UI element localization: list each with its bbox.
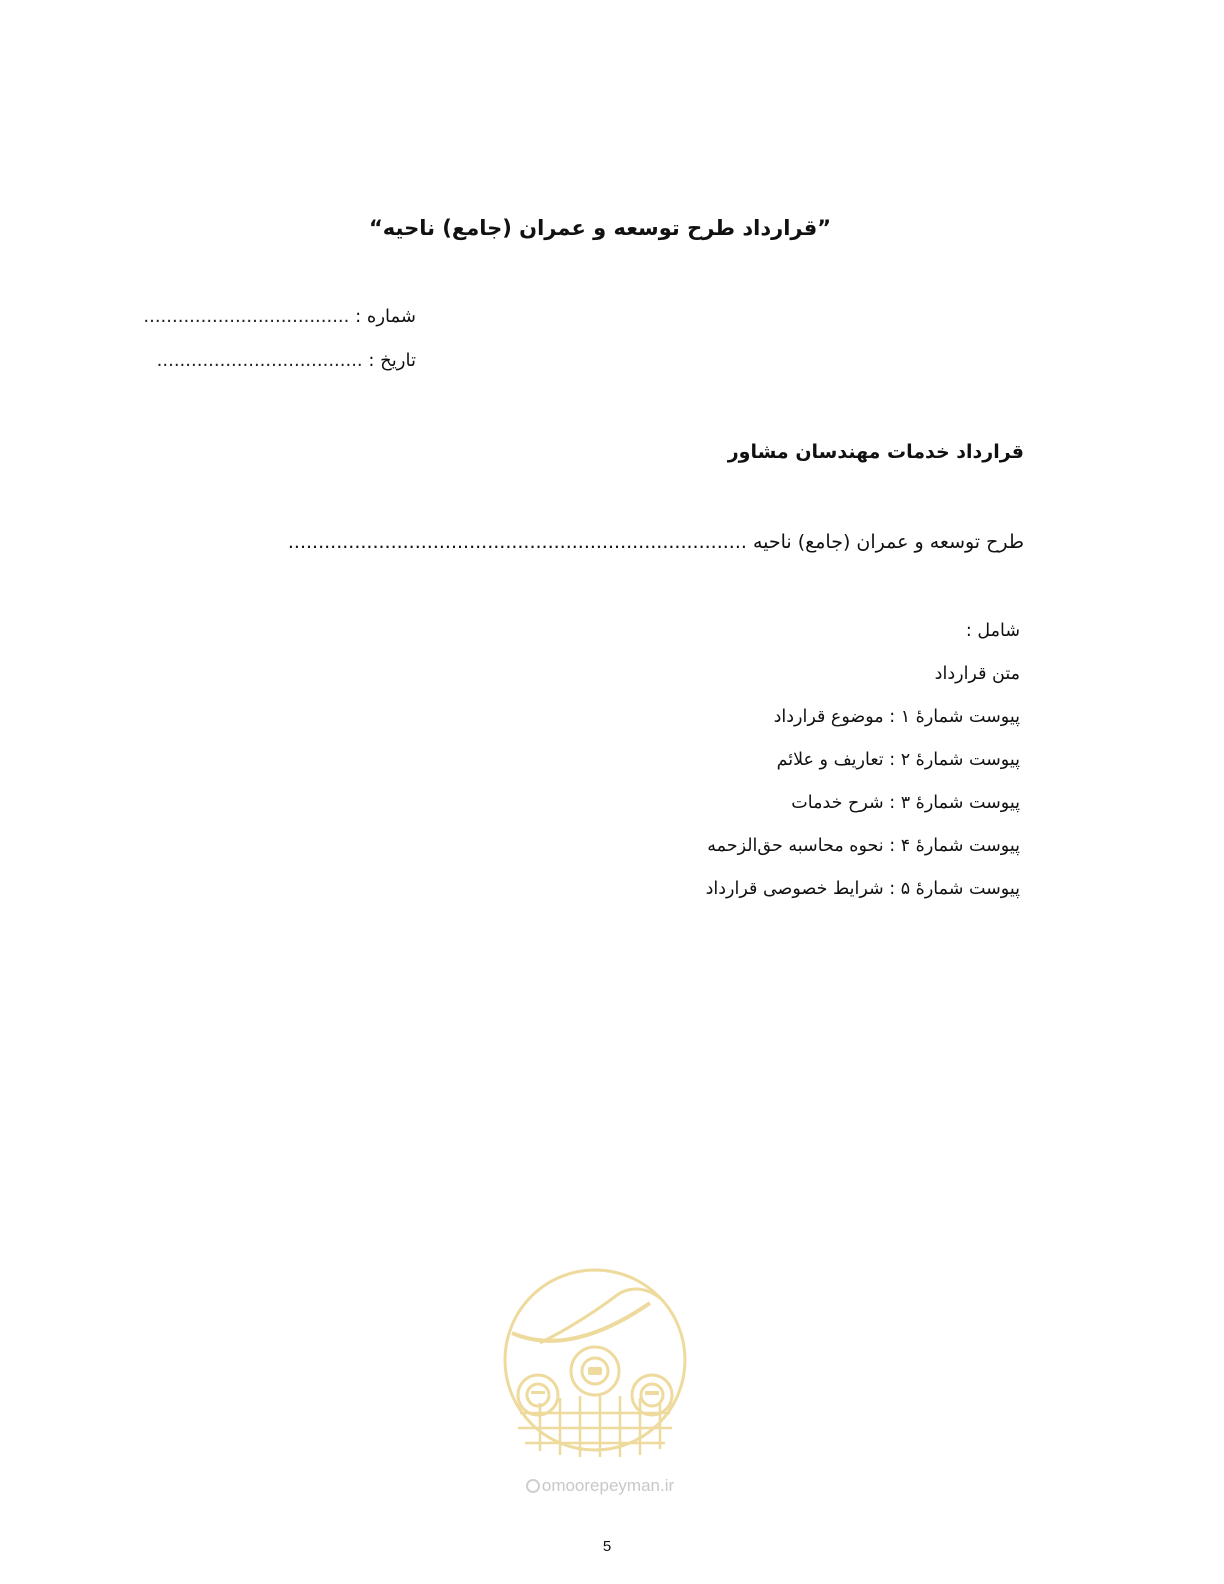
watermark-logo — [500, 1263, 690, 1458]
contents-item: پیوست شمارۀ ۵ : شرایط خصوصی قرارداد — [705, 879, 1020, 899]
contract-number-blank: .................................... — [143, 306, 350, 327]
project-blank: ............................................................................ — [287, 531, 747, 553]
contract-date-line — [146, 350, 416, 371]
document-title: ”قرارداد طرح توسعه و عمران (جامع) ناحیه“ — [368, 216, 832, 240]
contents-item: شامل : — [965, 621, 1020, 641]
contents-item: پیوست شمارۀ ۳ : شرح خدمات — [791, 793, 1020, 813]
contract-date-blank: .................................... — [156, 350, 363, 371]
contents-list — [706, 616, 1020, 917]
globe-icon — [526, 1479, 540, 1493]
project-line — [288, 531, 1024, 553]
contract-number-label: شماره : — [355, 306, 416, 327]
contents-item: پیوست شمارۀ ۴ : نحوه محاسبه حق‌الزحمه — [707, 836, 1020, 856]
contract-number-line — [143, 306, 416, 327]
contents-item: پیوست شمارۀ ۱ : موضوع قرارداد — [773, 707, 1020, 727]
contents-item: پیوست شمارۀ ۲ : تعاریف و علائم — [776, 750, 1020, 770]
contents-item: متن قرارداد — [934, 664, 1020, 684]
page-number: 5 — [602, 1538, 612, 1555]
watermark-site: omoorepeyman.ir — [500, 1476, 700, 1496]
contract-date-label: تاریخ : — [368, 350, 416, 371]
project-label: طرح توسعه و عمران (جامع) ناحیه — [752, 531, 1024, 553]
section-heading: قرارداد خدمات مهندسان مشاور — [727, 441, 1024, 463]
